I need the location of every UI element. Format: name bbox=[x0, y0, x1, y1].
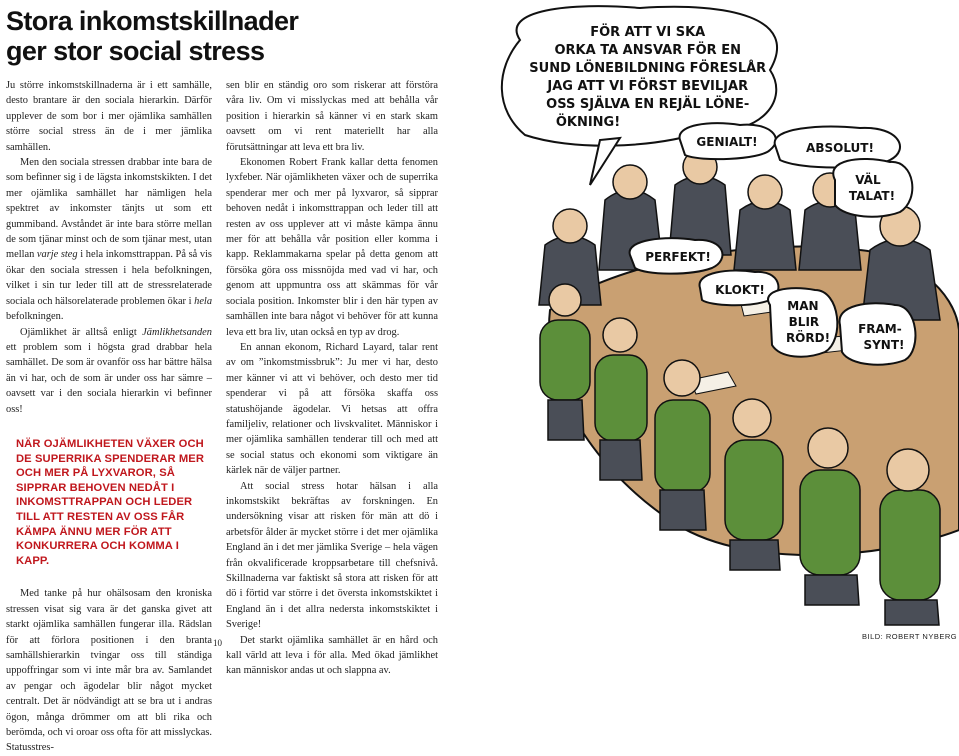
caption-line: OSS SJÄLVA EN REJÄL LÖNE- bbox=[546, 97, 750, 112]
paragraph: Ju större inkomstskillnaderna är i ett samhälle, desto brantare är den sociala hierarkin. Därför upplever de som bor i mer ojämlika samhällen större social stress än de i mer jämlika samhällen. bbox=[6, 80, 212, 153]
bubble-perfekt bbox=[630, 238, 723, 274]
paragraph: Att social stress hotar hälsan i alla inkomstskikt bekräftas av forskningen. En undersökning visar att risken för män att dö i arbetsför ålder är mycket större i det mer ojämlika England än i det mer jämlika Sverige – hela vägen från okvalificerade kroppsarbetare till chefsnivå. Skillnaderna var faktiskt så stora att risken för att dö i förtid var större i det översta inkomstskiktet i England än i det allra nedersta inkomstskiktet i Sverige! bbox=[226, 480, 438, 631]
bubble-val-talat bbox=[833, 159, 912, 217]
caption-line: ÖKNING! bbox=[555, 115, 621, 130]
bubble-text: PERFEKT! bbox=[645, 250, 711, 264]
paragraph bbox=[6, 155, 212, 324]
image-credit: BILD: ROBERT NYBERG bbox=[862, 632, 958, 641]
paragraph: Det starkt ojämlika samhället är en hård och kall värld att leva i för alla. Med ökad jämlikhet kan människor andas ut och slappna av. bbox=[226, 634, 438, 677]
bubble-text: KLOKT! bbox=[715, 283, 765, 297]
paragraph-text: ett problem som i högsta grad drabbar hela samhället. De som är ovanför oss har bättre hälsa än vi har, och de som är under oss har sämre – oavsett var i den sociala hierarkin vi befinner oss! bbox=[6, 341, 212, 415]
cartoon-illustration bbox=[440, 0, 959, 630]
paragraph-text: i hela inkomsttrappan. På så vis ökar den sociala stressen i hela befolkningen, vilket i sin tur leder till att de stressrelaterade sociala och hälsorelaterade problemen ökar i bbox=[6, 249, 212, 307]
paragraph-text: Ojämlikhet är alltså enligt bbox=[20, 326, 137, 338]
article-title bbox=[6, 6, 306, 66]
bubble-man-blir-rord bbox=[768, 288, 837, 357]
bubble-text: VÄL TALAT! bbox=[848, 173, 896, 203]
bubble-text: ABSOLUT! bbox=[806, 141, 874, 155]
bubble-text: GENIALT! bbox=[696, 135, 758, 149]
bubble-text: MAN BLIR RÖRD! bbox=[785, 299, 831, 345]
text-column-right bbox=[226, 78, 438, 679]
paragraph: sen blir en ständig oro som riskerar att förstöra våra liv. Om vi misslyckas med att behålla vår position i hierarkin så känner vi en stark skam oavsett om vi rent materiellt har alla förutsättningar att leva ett bra liv. bbox=[226, 80, 438, 153]
paragraph: En annan ekonom, Richard Layard, talar rent av om ”inkomstmissbruk”: Ju mer vi har, desto mer känner vi att vi behöver, och desto mer tid spenderar vi på att försöka skaffa oss statushöjande ägodelar. Vi hetsas att offra familjeliv, relationer och livskvalitet. Människor i mer ojämlika samhällen tenderar till och med att se social status och ekonomi som viktigare än kärlek när de väljer partner. bbox=[226, 341, 438, 477]
bubble-klokt bbox=[700, 271, 779, 306]
paragraph: Ekonomen Robert Frank kallar detta fenomen lyxfeber. När ojämlikheten växer och de superrika spenderar mer och mer på lyxvaror, så sipprar behoven nedåt i inkomsttrappan och leder till att resten av oss upplever att vi måste kämpa ännu mer för att behålla vår position eller komma i kapp. Reklammakarna spelar på detta genom att försöka göra oss missnöjda med vad vi har, och genom att uppmuntra oss att skämmas för vår sociala position. Inkomster blir i den här typen av samhällen inte bara något vi behöver för att kunna leva ett bra liv, utan också en typ av drog. bbox=[226, 157, 438, 338]
emphasis: hela bbox=[194, 295, 213, 307]
bubble-genialt bbox=[680, 123, 776, 159]
emphasis: Jämlikhetsanden bbox=[142, 326, 212, 338]
page-number: 10 bbox=[213, 638, 222, 648]
caption-line: JAG ATT VI FÖRST BEVILJAR bbox=[547, 79, 749, 94]
bubble-text: FRAM- SYNT! bbox=[858, 322, 905, 352]
text-column-left bbox=[6, 78, 212, 756]
paragraph-text: befolkningen. bbox=[6, 311, 64, 323]
title-line-2: ger stor social stress bbox=[6, 36, 265, 66]
caption-line: SUND LÖNEBILDNING FÖRESLÅR bbox=[529, 61, 767, 76]
title-line-1: Stora inkomstskillnader bbox=[6, 6, 299, 36]
pull-quote: NÄR OJÄMLIKHETEN VÄXER OCH DE SUPERRIKA SPENDERAR MER OCH MER PÅ LYXVAROR, SÅ SIPPRAR BEHOVEN NEDÅT I INKOMSTTRAPPAN OCH LEDER TILL ATT RESTEN AV OSS FÅR KÄMPA ÄNNU MER FÖR ATT KONKURRERA OCH KOMMA I KAPP. bbox=[16, 437, 205, 567]
bubble-framsynt bbox=[840, 303, 916, 364]
paragraph: Med tanke på hur ohälsosam den kroniska stressen visat sig vara är det ganska givet att starkt ojämlika samhällen fungerar illa. Rädslan för att förlora positionen i den branta samhällshierarkin tvingar oss till ständiga uppoffringar som vi inte mår bra av. Samlandet av pengar och ägodelar blir något mycket centralt. Det är nödvändigt att se bra ut i andras ögon, många drömmer om att bli rika och berömda, och vi oroar oss ofta för att misslyckas. Statusstres- bbox=[6, 588, 212, 754]
paragraph bbox=[6, 325, 212, 417]
paragraph-text: Men den sociala stressen drabbar inte bara de som befinner sig i de lägsta inkomstskikten. I det mer ojämlika samhället har nämligen hela spektret av inkomster tänjts ut som ett gummiband. Avståndet är inte bara större mellan de som tjänar minst och de som tjänar mest, utan mellan bbox=[6, 157, 212, 261]
emphasis: varje steg bbox=[36, 249, 78, 261]
caption-line: ORKA TA ANSVAR FÖR EN bbox=[554, 43, 741, 58]
caption-line: FÖR ATT VI SKA bbox=[590, 25, 706, 40]
